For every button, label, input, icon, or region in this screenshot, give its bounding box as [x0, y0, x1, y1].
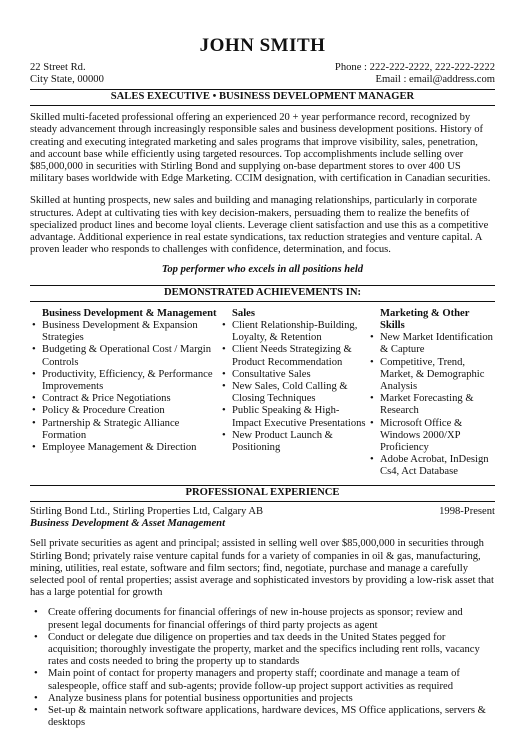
- list-item: • Budgeting & Operational Cost / Margin Controls: [32, 344, 211, 368]
- skill-list: [30, 320, 220, 454]
- column-title: Sales: [232, 307, 255, 319]
- list-item: • Client Needs Strategizing & Product Recommendation: [222, 344, 352, 368]
- job-dates: 1998-Present: [439, 505, 495, 517]
- phone-email-block: [335, 62, 495, 85]
- address-line-1: 22 Street Rd.: [30, 62, 86, 73]
- summary-paragraph-1: Skilled multi-faceted professional offering an experienced 20 + year performance record, recognized by steady advancement through increasingly responsible sales and business development positions. History of creating and executing integrated marketing and sales programs that improve visibility, sales, penetration, and account base while efficiently using targeted resources. Top accomplishments include selling over $85,000,000 in securities with Stirling Bond and supplying on-base department stores to over 400 US military bases worldwide with Edge Marketing. CCIM designation, with certification in Canadian securities.: [30, 112, 491, 185]
- list-item: • Employee Management & Direction: [32, 442, 197, 454]
- achievements-heading: DEMONSTRATED ACHIEVEMENTS IN:: [30, 285, 495, 302]
- list-item: • Adobe Acrobat, InDesign Cs4, Act Database: [370, 454, 489, 478]
- candidate-name: JOHN SMITH: [199, 35, 326, 56]
- skill-list: [368, 332, 495, 478]
- list-item: • Competitive, Trend, Market, & Demographic Analysis: [370, 356, 485, 393]
- phone: Phone : 222-222-2222, 222-222-2222: [334, 62, 495, 73]
- job-header: [30, 506, 495, 518]
- experience-heading: PROFESSIONAL EXPERIENCE: [30, 485, 495, 502]
- list-item: • Analyze business plans for potential business opportunities and projects: [34, 692, 353, 704]
- list-item: • Productivity, Efficiency, & Performance Improvements: [32, 368, 213, 393]
- list-item: • New Product Launch & Positioning: [222, 429, 333, 454]
- list-item: • Contract & Price Negotiations: [32, 393, 171, 405]
- list-item: • Public Speaking & High-Impact Executive Presentations: [222, 405, 366, 429]
- list-item: • Business Development & Expansion Strategies: [32, 320, 198, 344]
- achievements-columns: [30, 308, 495, 479]
- list-item: • New Market Identification & Capture: [370, 332, 493, 356]
- list-item: • Consultative Sales: [222, 368, 311, 380]
- achievement-column-3: [368, 308, 495, 479]
- achievement-column-1: [30, 308, 220, 479]
- achievement-column-2: [220, 308, 368, 479]
- address-block: [30, 62, 104, 85]
- job-bullets: [30, 607, 495, 729]
- list-item: • Market Forecasting & Research: [370, 393, 474, 417]
- contact-block: [30, 62, 495, 85]
- resume-page: [30, 0, 495, 729]
- list-item: • Policy & Procedure Creation: [32, 405, 165, 417]
- address-line-2: City State, 00000: [30, 73, 104, 85]
- list-item: • Set-up & maintain network software applications, hardware devices, MS Office applications, servers & desktops: [34, 704, 486, 729]
- list-item: • Create offering documents for financial offerings of new in-house projects as sponsor; review and present legal documents for financial offerings of third party projects as agent: [34, 607, 463, 631]
- email: Email : email@address.com: [375, 73, 495, 85]
- list-item: • Client Relationship-Building, Loyalty, & Retention: [222, 320, 358, 344]
- job-description: Sell private securities as agent and principal; assisted in selling well over $85,000,000 in securities through Stirling Bond; privately raise venture capital funds for a variety of companies in oil & gas, manufacturing, mining, utilities, real estate, software and film sectors; find, negotiate, purchase and manage a carefully selected pool of rental properties; assist average and sophisticated investors by providing a low-risk asset that has a large potential for growth: [30, 538, 494, 599]
- summary-paragraph-2: Skilled at hunting prospects, new sales and building and managing relationships, particularly in corporate structures. Adept at cultivating ties with key decision-makers, persuading them to realize the benefits of specialized product lines and become loyal clients. Leverage client satisfaction and use this as a competitive advantage. Additional experience in real estate syndications, tax reduction strategies and venture capital. A proven leader who responds to challenges with confidence, determination, and focus.: [30, 195, 489, 256]
- skill-list: [220, 320, 368, 454]
- job-title: Business Development & Asset Management: [30, 518, 226, 530]
- list-item: • New Sales, Cold Calling & Closing Techniques: [222, 381, 348, 405]
- list-item: • Conduct or delegate due diligence on properties and tax deeds in the United States pegged for acquisition; thoroughly investigate the property, market and the specifics including rent rolls, vacancy rates and costs needed to bring the property up to standards: [34, 631, 480, 668]
- list-item: • Microsoft Office & Windows 2000/XP Proficiency: [370, 417, 463, 454]
- list-item: • Partnership & Strategic Alliance Formation: [32, 417, 180, 441]
- tagline: Top performer who excels in all positions held: [161, 264, 364, 276]
- company-name: Stirling Bond Ltd., Stirling Properties Ltd, Calgary AB: [30, 505, 264, 517]
- column-title: Marketing & Other Skills: [380, 307, 470, 332]
- column-title: Business Development & Management: [42, 307, 217, 319]
- headline: SALES EXECUTIVE • BUSINESS DEVELOPMENT MANAGER: [30, 89, 495, 106]
- list-item: • Main point of contact for property managers and property staff; coordinate and manage a team of salespeople, office staff and sub-agents; provide follow-up project support activities as required: [34, 668, 460, 692]
